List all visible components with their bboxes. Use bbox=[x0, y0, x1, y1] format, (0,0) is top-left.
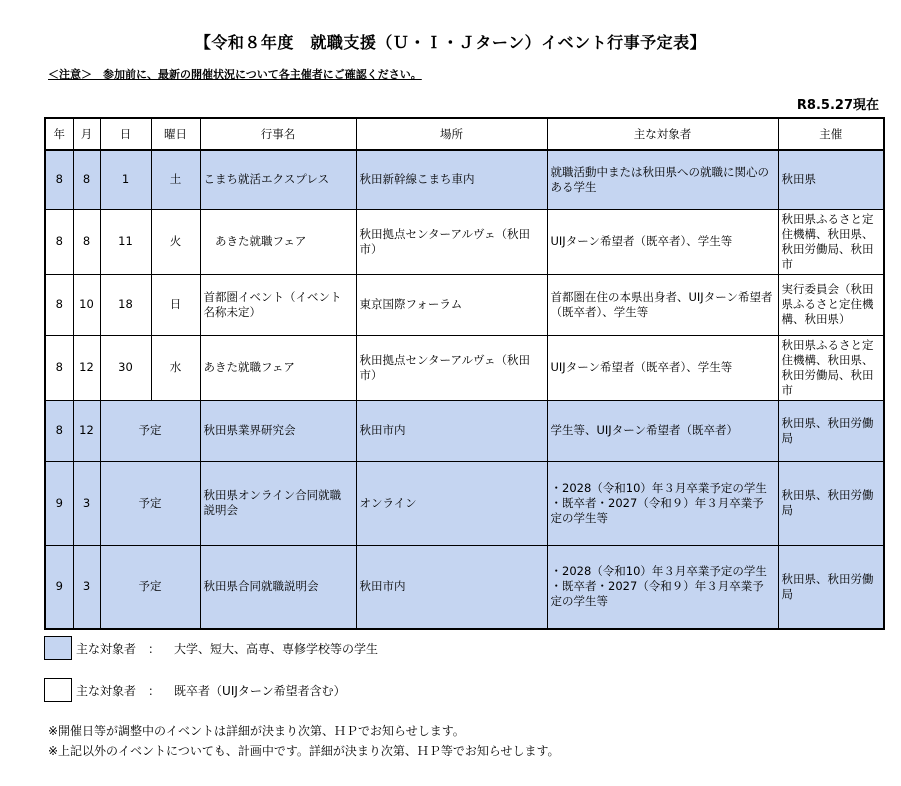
cell-month: 8 bbox=[73, 150, 100, 209]
legend-swatch-graduate bbox=[44, 678, 72, 702]
cell-target: UIJターン希望者（既卒者）、学生等 bbox=[547, 335, 778, 400]
cell-event: 秋田県オンライン合同就職説明会 bbox=[200, 461, 356, 545]
cell-place: 東京国際フォーラム bbox=[356, 274, 547, 335]
header-month: 月 bbox=[73, 118, 100, 150]
header-place: 場所 bbox=[356, 118, 547, 150]
as-of-date: R8.5.27現在 bbox=[796, 98, 879, 113]
cell-month: 3 bbox=[73, 461, 100, 545]
cell-host: 秋田県ふるさと定住機構、秋田県、秋田労働局、秋田市 bbox=[778, 209, 884, 274]
legend-student-text: 大学、短大、高専、専修学校等の学生 bbox=[174, 641, 379, 656]
cell-month: 8 bbox=[73, 209, 100, 274]
cell-year: 9 bbox=[45, 545, 73, 629]
event-schedule-table bbox=[44, 117, 885, 630]
cell-day: 11 bbox=[100, 209, 151, 274]
cell-event: 秋田県業界研究会 bbox=[200, 400, 356, 461]
header-target: 主な対象者 bbox=[547, 118, 778, 150]
cell-host: 秋田県、秋田労働局 bbox=[778, 400, 884, 461]
cell-year: 9 bbox=[45, 461, 73, 545]
cell-month: 3 bbox=[73, 545, 100, 629]
cell-date-tbd: 予定 bbox=[100, 400, 200, 461]
header-year: 年 bbox=[45, 118, 73, 150]
cell-weekday: 日 bbox=[151, 274, 200, 335]
cell-month: 12 bbox=[73, 400, 100, 461]
cell-place: 秋田拠点センターアルヴェ（秋田市） bbox=[356, 335, 547, 400]
cell-target: 就職活動中または秋田県への就職に関心のある学生 bbox=[547, 150, 778, 209]
cell-date-tbd: 予定 bbox=[100, 545, 200, 629]
cell-target: UIJターン希望者（既卒者）、学生等 bbox=[547, 209, 778, 274]
legend-graduate bbox=[44, 678, 346, 702]
cell-year: 8 bbox=[45, 209, 73, 274]
table-row bbox=[45, 274, 884, 335]
cell-host: 秋田県、秋田労働局 bbox=[778, 461, 884, 545]
cell-event: こまち就活エクスプレス bbox=[200, 150, 356, 209]
cell-event: 秋田県合同就職説明会 bbox=[200, 545, 356, 629]
cell-weekday: 土 bbox=[151, 150, 200, 209]
cell-year: 8 bbox=[45, 335, 73, 400]
cell-year: 8 bbox=[45, 150, 73, 209]
cell-day: 30 bbox=[100, 335, 151, 400]
cell-target: 学生等、UIJターン希望者（既卒者） bbox=[547, 400, 778, 461]
cell-place: オンライン bbox=[356, 461, 547, 545]
legend-colon: ： bbox=[148, 683, 161, 698]
table-row bbox=[45, 335, 884, 400]
cell-host: 秋田県ふるさと定住機構、秋田県、秋田労働局、秋田市 bbox=[778, 335, 884, 400]
cell-year: 8 bbox=[45, 400, 73, 461]
legend-label: 主な対象者 bbox=[76, 641, 137, 656]
cell-target: ・2028（令和10）年３月卒業予定の学生 ・既卒者・2027（令和９）年３月卒業予定の学生等 bbox=[547, 545, 778, 629]
footnote-1: ※開催日等が調整中のイベントは詳細が決まり次第、ＨＰでお知らせします。 bbox=[48, 724, 465, 738]
legend-student bbox=[44, 636, 378, 660]
cell-month: 10 bbox=[73, 274, 100, 335]
notice-text: ＜注意＞ 参加前に、最新の開催状況について各主催者にご確認ください。 bbox=[48, 68, 422, 81]
legend-colon: ： bbox=[148, 641, 161, 656]
legend-swatch-student bbox=[44, 636, 72, 660]
cell-month: 12 bbox=[73, 335, 100, 400]
cell-target: ・2028（令和10）年３月卒業予定の学生 ・既卒者・2027（令和９）年３月卒業予定の学生等 bbox=[547, 461, 778, 545]
cell-event: あきた就職フェア bbox=[200, 209, 356, 274]
header-day: 日 bbox=[100, 118, 151, 150]
cell-event: 首都圏イベント（イベント名称未定） bbox=[200, 274, 356, 335]
cell-day: 1 bbox=[100, 150, 151, 209]
cell-weekday: 水 bbox=[151, 335, 200, 400]
table-row bbox=[45, 545, 884, 629]
table-row bbox=[45, 209, 884, 274]
cell-host: 実行委員会（秋田県ふるさと定住機構、秋田県） bbox=[778, 274, 884, 335]
header-host: 主催 bbox=[778, 118, 884, 150]
page-title: 【令和８年度 就職支援（Ｕ・Ｉ・Ｊターン）イベント行事予定表】 bbox=[194, 33, 707, 52]
cell-place: 秋田市内 bbox=[356, 400, 547, 461]
cell-date-tbd: 予定 bbox=[100, 461, 200, 545]
footnote-2: ※上記以外のイベントについても、計画中です。詳細が決まり次第、ＨＰ等でお知らせします。 bbox=[48, 744, 560, 758]
table-row bbox=[45, 400, 884, 461]
legend-graduate-text: 既卒者（UIJターン希望者含む） bbox=[174, 683, 346, 698]
header-event: 行事名 bbox=[200, 118, 356, 150]
cell-weekday: 火 bbox=[151, 209, 200, 274]
table-row bbox=[45, 461, 884, 545]
table-header-row bbox=[45, 118, 884, 150]
legend-label: 主な対象者 bbox=[76, 683, 137, 698]
cell-year: 8 bbox=[45, 274, 73, 335]
cell-host: 秋田県、秋田労働局 bbox=[778, 545, 884, 629]
cell-place: 秋田拠点センターアルヴェ（秋田市） bbox=[356, 209, 547, 274]
table-row bbox=[45, 150, 884, 209]
cell-target: 首都圏在住の本県出身者、UIJターン希望者（既卒者）、学生等 bbox=[547, 274, 778, 335]
cell-place: 秋田新幹線こまち車内 bbox=[356, 150, 547, 209]
cell-event: あきた就職フェア bbox=[200, 335, 356, 400]
cell-host: 秋田県 bbox=[778, 150, 884, 209]
cell-place: 秋田市内 bbox=[356, 545, 547, 629]
header-weekday: 曜日 bbox=[151, 118, 200, 150]
cell-day: 18 bbox=[100, 274, 151, 335]
